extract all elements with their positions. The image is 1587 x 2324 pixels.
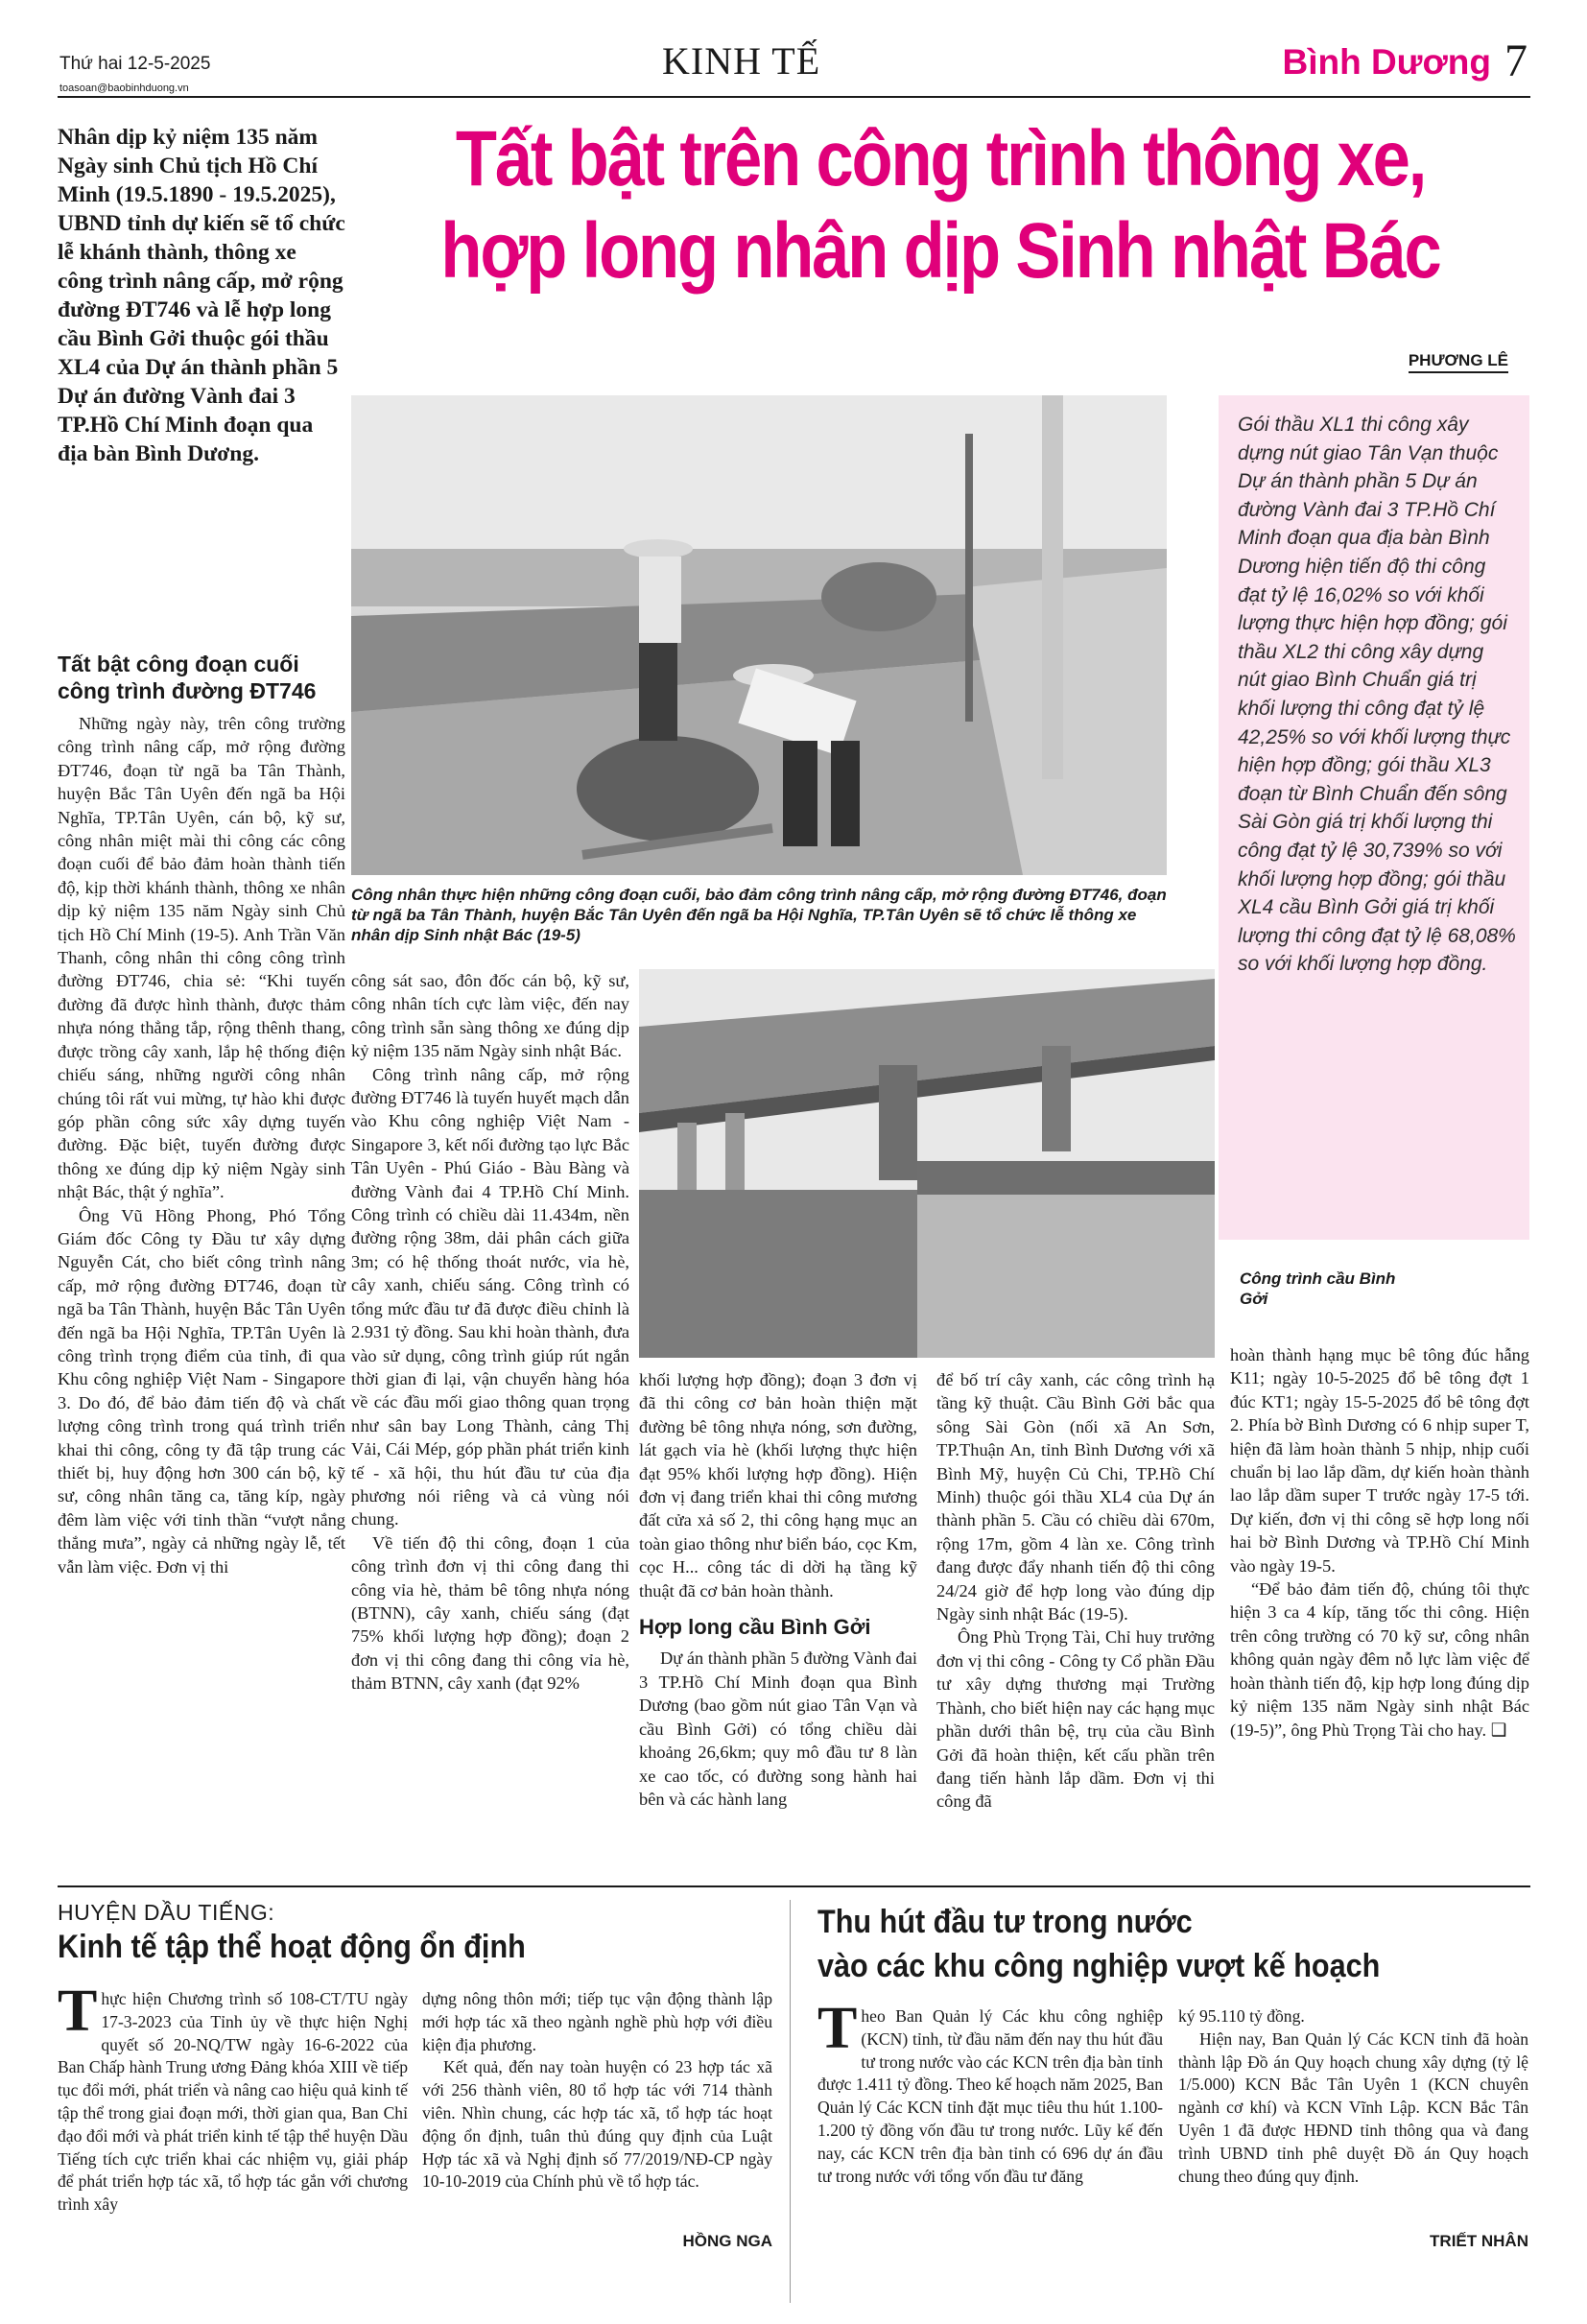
story2-kicker: HUYỆN DẦU TIẾNG: [58,1900,275,1925]
road-workers-illustration [351,395,1167,875]
column-5 [1230,1343,1529,1742]
title-line-1: Tất bật trên công trình thông xe, [455,115,1426,202]
author-byline: PHƯƠNG LÊ [1409,351,1508,373]
col5-paragraph-2 [1230,1577,1529,1742]
email-address: toasoan@baobinhduong.vn [59,83,189,94]
story3-col2-paragraph-2: Hiện nay, Ban Quản lý Các KCN tỉnh đã hoàn thành lập Đồ án Quy hoạch chung xây dựng (tỷ lệ 1/5.000) KCN Bắc Tân Uyên 1 (KCN chuyên ngành cơ khí) và KCN Vĩnh Lập. KCN Bắc Tân Uyên 1 đã được HĐND tỉnh thông qua và đang trình UBND tỉnh phê duyệt Đồ án Quy hoạch chung theo đúng quy định. [1178,2028,1528,2186]
section-divider [58,1885,1530,1887]
story3-byline: TRIẾT NHÂN [1430,2232,1528,2250]
col4-paragraph-1: để bố trí cây xanh, các công trình hạ tầng kỹ thuật. Cầu Bình Gởi bắc qua sông Sài Gòn (nối xã An Sơn, TP.Thuận An, tỉnh Bình Dương với xã Bình Mỹ, huyện Củ Chi, TP.Hồ Chí Minh) thuộc gói thầu XL4 của Dự án thành phần 5. Cầu có chiều dài 670m, rộng 17m, gồm 4 làn xe. Công trình đang được đẩy nhanh tiến độ thi công 24/24 giờ để hợp long vào đúng dịp Ngày sinh nhật Bác (19-5). [936,1370,1215,1624]
story3-col1-text: heo Ban Quản lý Các khu công nghiệp (KCN) tỉnh, từ đầu năm đến nay thu hút đầu tư trong nước vào các KCN trên địa bàn tỉnh được 1.411 tỷ đồng. Theo kế hoạch năm 2025, Ban Quản lý Các KCN tỉnh đặt mục tiêu thu hút 1.100-1.200 tỷ đồng vốn đầu tư trong nước. Lũy kế đến nay, các KCN trên địa bàn tỉnh có 696 dự án đầu tư trong nước với tổng vốn đầu tư đăng [817,2006,1163,2186]
col2-paragraph-2: Công trình nâng cấp, mở rộng đường ĐT746 là tuyến huyết mạch dẫn vào Khu công nghiệp Việt Nam - Singapore 3, kết nối đường tạo lực Bắc Tân Uyên - Phú Giáo - Bàu Bàng và đường Vành đai 4 TP.Hồ Chí Minh. Công trình có chiều dài 11.434m, nền đường rộng 38m, dải phân cách giữa 3m; có hệ thống thoát nước, vỉa hè, cây xanh, chiếu sáng. Công trình có tổng mức đầu tư đã được điều chỉnh là 2.931 tỷ đồng. Sau khi hoàn thành, đưa vào sử dụng, công trình giúp rút ngắn thời gian đi lại, vận chuyển hàng hóa về các đầu mối giao thông quan trọng như sân bay Long Thành, cảng Thị Vải, Cái Mép, góp phần phát triển kinh tế - xã hội, thu hút đầu tư của địa phương nói riêng và cả vùng nói chung. [351,1064,629,1530]
story2-byline: HỒNG NGA [682,2232,772,2250]
column-3 [639,1368,917,1811]
subhead-dt746: Tất bật công đoạn cuối công trình đường ĐT746 [58,652,317,703]
col4-paragraph-2: Ông Phù Trọng Tài, Chỉ huy trưởng đơn vị thi công - Công ty Cổ phần Đầu tư xây dựng thương mại Trường Thành, cho biết hiện nay các hạng mục phần dưới thân bệ, trụ của cầu Bình Gởi đã hoàn thiện, kết cấu phần trên đang tiến hành lắp dầm. Đơn vị thi công đã [936,1627,1215,1812]
story3-drop-cap: T [817,1996,858,2061]
issue-date: Thứ hai 12-5-2025 [59,54,211,74]
col2-paragraph-3: Về tiến độ thi công, đoạn 1 của công trình đơn vị thi công đang thi công vỉa hè, thảm bê tông nhựa nóng (BTNN), cây xanh, chiếu sáng (đạt 75% khối lượng hợp đồng); đoạn 2 đơn vị thi công đang thi công vỉa hè, thảm BTNN, cây xanh (đạt 92% [351,1532,629,1694]
story3-title [817,1900,1457,1988]
page-number: 7 [1504,36,1528,86]
story3-title-line-1: Thu hút đầu tư trong nước [817,1904,1193,1940]
story2-drop-cap: T [58,1979,98,2044]
subhead-binh-goi: Hợp long cầu Bình Gởi [639,1615,871,1640]
story3-col2-paragraph-1: ký 95.110 tỷ đồng. [1178,2006,1305,2026]
section-title: KINH TẾ [662,39,821,83]
col2-paragraph-1: công sát sao, đôn đốc cán bộ, kỹ sư, công nhân tích cực làm việc, đến nay công trình sẵn sàng thông xe đúng dịp kỷ niệm 135 năm Ngày sinh nhật Bác. [351,971,629,1061]
col1-paragraph-1: Những ngày này, trên công trường công trình nâng cấp, mở rộng đường ĐT746, đoạn từ ngã ba Tân Thành, huyện Bắc Tân Uyên đến ngã ba Hội Nghĩa, TP.Tân Uyên, cán bộ, kỹ sư, công nhân miệt mài thi công các công đoạn cuối để bảo đảm hoàn thành tiến độ, kịp thời khánh thành, thông xe nhân dịp kỷ niệm 135 năm Ngày sinh Chủ tịch Hồ Chí Minh (19-5). Anh Trần Văn Thanh, công nhân thi công công trình đường ĐT746, chia sẻ: “Khi tuyến đường đã được hình thành, được thảm nhựa nóng thẳng tắp, rộng thênh thang, được trồng cây xanh, lắp hệ thống điện chiếu sáng, những người công nhân chúng tôi rất vui mừng, tự hào khi được góp phần công sức xây dựng tuyến đường. Đặc biệt, tuyến đường được thông xe đúng dịp kỷ niệm Ngày sinh nhật Bác, thật ý nghĩa”. [58,714,345,1202]
photo-caption-road: Công nhân thực hiện những công đoạn cuối, bảo đảm công trình nâng cấp, mở rộng đường ĐT746, đoạn từ ngã ba Tân Thành, huyện Bắc Tân Uyên đến ngã ba Hội Nghĩa, TP.Tân Uyên sẽ tổ chức lễ thông xe nhân dịp Sinh nhật Bác (19-5) [351,886,1167,944]
story2-col1-text: hực hiện Chương trình số 108-CT/TU ngày 17-3-2023 của Tỉnh ủy về thực hiện Nghị quyết số 20-NQ/TW ngày 16-6-2022 của Ban Chấp hành Trung ương Đảng khóa XIII về tiếp tục đổi mới, phát triển và nâng cao hiệu quả kinh tế tập thể trong giai đoạn mới, thời gian qua, Ban Chỉ đạo đổi mới và phát triển kinh tế tập thể huyện Dầu Tiếng tích cực triển khai các nhiệm vụ, giải pháp để phát triển hợp tác xã, tổ hợp tác gắn với chương trình xây [58,1989,408,2215]
col3-paragraph-1: khối lượng hợp đồng); đoạn 3 đơn vị đã thi công cơ bản hoàn thiện mặt đường bê tông nhựa nóng, sơn đường, lát gạch vỉa hè (khối lượng thực hiện đạt 95% khối lượng hợp đồng). Hiện đơn vị đang triển khai thi công mương đất cửa xả số 2, thi công hạng mục an toàn giao thông như biển báo, cọc Km, cọc H... công tác di dời hạ tầng kỹ thuật đã cơ bản hoàn thành. [639,1370,917,1601]
column-1 [58,712,345,1578]
story2-title: Kinh tế tập thể hoạt động ổn định [58,1929,526,1965]
article-title [429,113,1452,297]
header-rule [58,96,1530,98]
bridge-illustration [639,969,1215,1358]
col3-paragraph-2: Dự án thành phần 5 đường Vành đai 3 TP.Hồ Chí Minh đoạn qua Bình Dương (bao gồm nút giao Tân Vạn và cầu Bình Gởi) có tổng chiều dài khoảng 26,6km; quy mô đầu tư 8 làn xe cao tốc, có đường song hành hai bên và các hành lang [639,1648,917,1809]
story2-col2-paragraph-1: dựng nông thôn mới; tiếp tục vận động thành lập mới hợp tác xã theo ngành nghề phù hợp với điều kiện địa phương. [422,1989,772,2054]
col5-paragraph-1: hoàn thành hạng mục bê tông đúc hẫng K11; ngày 10-5-2025 đổ bê tông đợt 1 đúc KT1; ngày 15-5-2025 đổ bê tông đợt 2. Phía bờ Bình Dương có 6 nhịp super T, hiện đã làm hoàn thành 5 nhịp, nhịp cuối chuẩn bị lao lắp dầm, dự kiến hoàn thành lao lắp dầm super T trước ngày 17-5 tới. Dự kiến, đơn vị thi công sẽ hợp long nối hai bờ Bình Dương và TP.Hồ Chí Minh vào ngày 19-5. [1230,1345,1529,1576]
story2-column-1 [58,1979,408,2217]
col5-paragraph-2-text: “Để bảo đảm tiến độ, chúng tôi thực hiện 3 ca 4 kíp, tăng tốc thi công. Hiện trên công trường có 70 kỹ sư, công nhân không quản ngày đêm nỗ lực làm việc để hoàn thành tiến độ, kịp hợp long đúng dịp kỷ niệm 135 năm Ngày sinh nhật Bác (19-5)”, ông Phù Trọng Tài cho hay. [1230,1579,1529,1740]
column-divider [790,1900,791,2303]
article-lead: Nhân dịp kỷ niệm 135 năm Ngày sinh Chủ tịch Hồ Chí Minh (19.5.1890 - 19.5.2025), UBND tỉnh dự kiến sẽ tổ chức lễ khánh thành, thông xe công trình nâng cấp, mở rộng đường ĐT746 và lễ hợp long cầu Bình Gởi thuộc gói thầu XL4 của Dự án thành phần 5 Dự án đường Vành đai 3 TP.Hồ Chí Minh đoạn qua địa bàn Bình Dương. [58,125,345,466]
column-2 [351,969,629,1696]
col1-paragraph-2: Ông Vũ Hồng Phong, Phó Tổng Giám đốc Công ty Đầu tư xây dựng Nguyễn Cát, cho biết công trình nâng cấp, mở rộng đường ĐT746, đoạn từ ngã ba Tân Thành, huyện Bắc Tân Uyên đến ngã ba Hội Nghĩa, TP.Tân Uyên là công trình trọng điểm của tỉnh, đi qua Khu công nghiệp Việt Nam - Singapore 3. Do đó, để bảo đảm tiến độ và chất lượng công trình trong quá trình triển khai thi công, công ty đã tập trung các thiết bị, huy động hơn 300 cán bộ, kỹ sư, công nhân tăng ca, tăng kíp, ngày đêm làm việc với tinh thần “vượt nắng thắng mưa”, ngày cả những ngày lễ, tết vẫn làm việc. Đơn vị thi [58,1205,345,1577]
column-4 [936,1368,1215,1814]
photo-caption-bridge: Công trình cầu Bình Gởi [1240,1269,1396,1308]
sidebar-text: Gói thầu XL1 thi công xây dựng nút giao Tân Vạn thuộc Dự án thành phần 5 Dự án đường Vành đai 3 TP.Hồ Chí Minh đoạn qua địa bàn Bình Dương hiện tiến độ thi công đạt tỷ lệ 16,02% so với khối lượng thực hiện hợp đồng; gói thầu XL2 thi công xây dựng nút giao Bình Chuẩn giá trị khối lượng thi công đạt tỷ lệ 42,25% so với khối lượng thực hiện hợp đồng; gói thầu XL3 đoạn từ Bình Chuẩn đến sông Sài Gòn giá trị khối lượng thi công đạt tỷ lệ 30,739% so với khối lượng hợp đồng; gói thầu XL4 cầu Bình Gởi giá trị khối lượng thi công đạt tỷ lệ 68,08% so với khối lượng hợp đồng. [1238,414,1516,976]
photo-bridge [639,969,1215,1358]
brand-logo: Bình Dương [1282,42,1491,82]
story2-column-2 [422,1988,772,2194]
title-line-2: hợp long nhân dịp Sinh nhật Bác [440,207,1440,295]
story2-col2-paragraph-2: Kết quả, đến nay toàn huyện có 23 hợp tác xã với 256 thành viên, 80 tổ hợp tác với 714 thành viên. Nhìn chung, các hợp tác xã, tổ hợp tác hoạt động ổn định, tuân thủ đúng quy định của Luật Hợp tác xã và Nghị định số 77/2019/NĐ-CP ngày 10-10-2019 của Chính phủ về tổ hợp tác. [422,2057,772,2192]
end-mark-icon: ❑ [1490,1719,1507,1740]
photo-road-workers [351,395,1167,875]
story3-column-2 [1178,2005,1528,2188]
story3-title-line-2: vào các khu công nghiệp vượt kế hoạch [817,1948,1381,1984]
story3-column-1 [817,1996,1163,2188]
